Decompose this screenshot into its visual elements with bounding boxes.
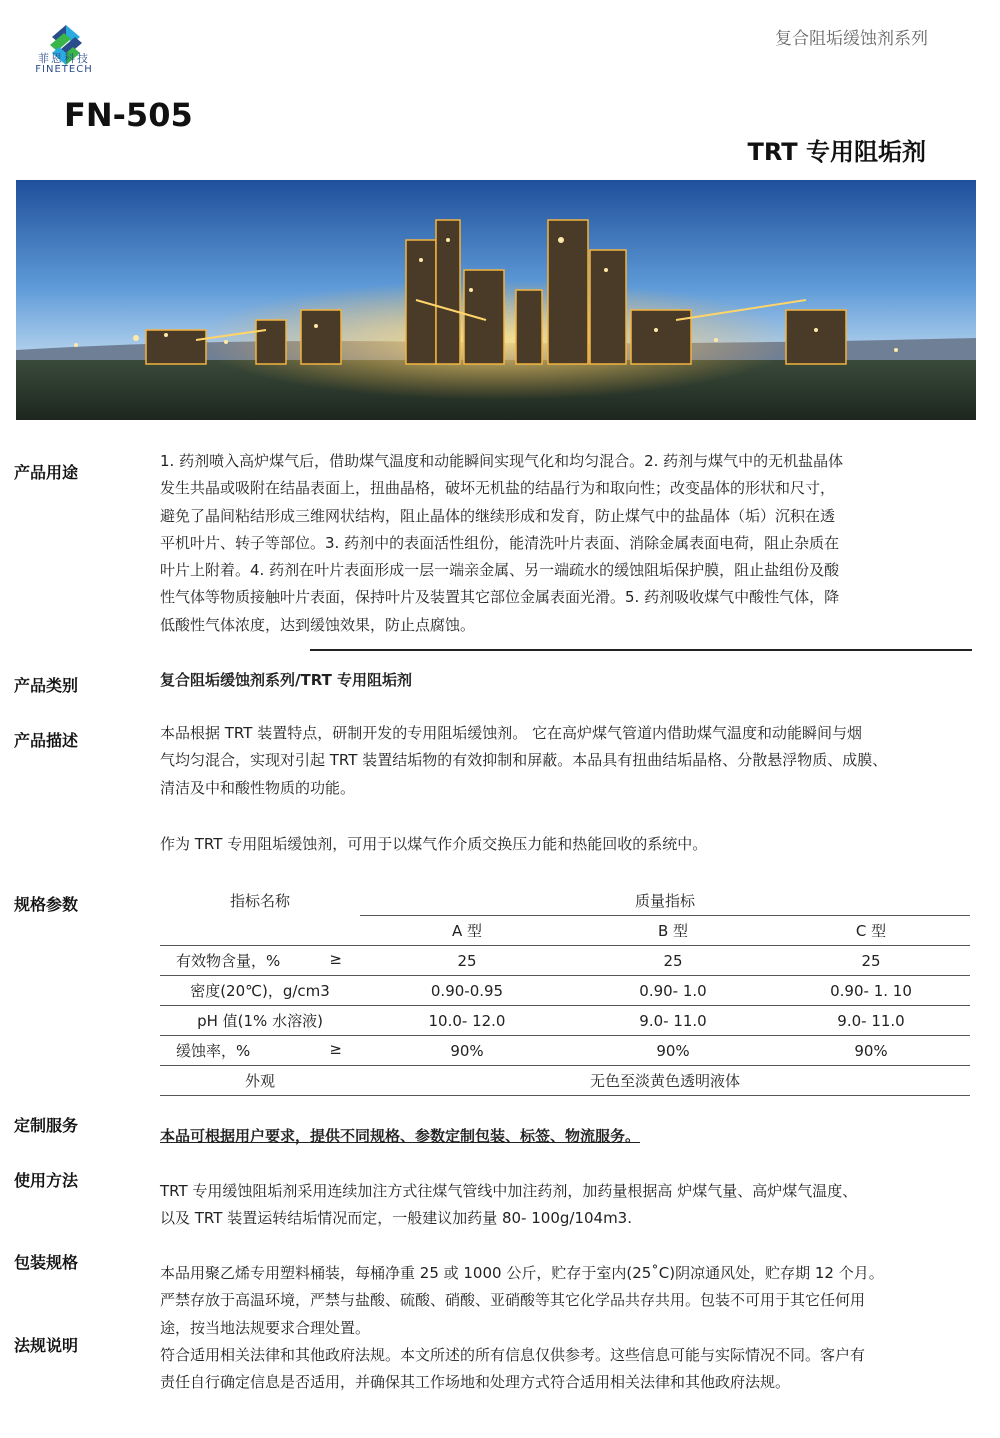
usage-line: 低酸性气体浓度，达到缓蚀效果，防止点腐蚀。 [160,615,476,634]
table-header-row [160,886,970,916]
usage-line: 1. 药剂喷入高炉煤气后，借助煤气温度和动能瞬间实现气化和均匀混合。2. 药剂与煤气中的无机盐晶体 [160,452,844,470]
comparison-symbol: ≥ [329,950,342,968]
section-label-packaging: 包装规格 [14,1253,79,1272]
usage-method-line: TRT 专用缓蚀阻垢剂采用连续加注方式往煤气管线中加注药剂，加药量根据高 炉煤气量、高炉煤气温度、 [160,1182,858,1200]
packaging-line: 途，按当地法规要求合理处置。 [160,1318,371,1337]
table-row [160,1036,970,1066]
divider [310,649,972,651]
packaging-line: 本品用聚乙烯专用塑料桶装，每桶净重 25 或 1000 公斤，贮存于室内(25˚C)阴凉通风处，贮存期 12 个月。 [160,1264,884,1282]
category-text: 复合阻垢缓蚀剂系列/TRT 专用阻垢剂 [160,671,413,689]
cell-b: 9.0- 11.0 [574,1006,772,1036]
comparison-symbol: ≥ [329,1040,342,1058]
cell-a: 0.90-0.95 [360,976,574,1006]
usage-line: 平机叶片、转子等部位。3. 药剂中的表面活性组份，能清洗叶片表面、消除金属表面电荷，阻止杂质在 [160,533,840,552]
cell-c: 25 [772,946,970,976]
col-header-name: 指标名称 [229,892,290,911]
usage-method-line: 以及 TRT 装置运转结垢情况而定，一般建议加药量 80- 100g/104m3. [160,1209,632,1228]
type-a-header: A 型 [360,916,574,946]
cell-a: 90% [360,1036,574,1066]
cell-b: 0.90- 1.0 [574,976,772,1006]
description-text [160,720,988,802]
usage-line: 叶片上附着。4. 药剂在叶片表面形成一层一端亲金属、另一端疏水的缓蚀阻垢保护膜，阻止盐组份及酸 [160,561,840,580]
table-row [160,1066,970,1096]
row-name: 外观 [160,1066,360,1096]
cell-c: 0.90- 1. 10 [772,976,970,1006]
section-label-usage: 产品用途 [14,463,79,482]
product-title: TRT 专用阻垢剂 [747,138,926,166]
usage-line: 避免了晶间粘结形成三维网状结构，阻止晶体的继续形成和发育，防止煤气中的盐晶体（垢）沉积在透 [160,506,836,525]
table-row [160,946,970,976]
col-header-quality: 质量指标 [360,886,970,916]
section-label-custom: 定制服务 [14,1116,79,1135]
usage-line: 发生共晶或吸附在结晶表面上，扭曲晶格，破坏无机盐的结晶行为和取向性；改变晶体的形状和尺寸， [160,479,836,498]
regulation-line: 符合适用相关法律和其他政府法规。本文所述的所有信息仅供参考。这些信息可能与实际情况不同。客户有 [160,1346,866,1364]
table-row [160,1006,970,1036]
table-type-row [160,916,970,946]
section-label-specs: 规格参数 [14,895,79,914]
logo-english-name: FINETECH [35,64,93,75]
table-row [160,976,970,1006]
section-label-regulation: 法规说明 [14,1336,79,1355]
section-label-description: 产品描述 [14,731,79,750]
description-line: 气均匀混合，实现对引起 TRT 装置结垢物的有效抑制和屏蔽。本品具有扭曲结垢晶格、分散悬浮物质、成膜、 [160,751,888,770]
packaging-line: 严禁存放于高温环境，严禁与盐酸、硫酸、硝酸、亚硝酸等其它化学品共存共用。包装不可用于其它任何用 [160,1291,866,1310]
spec-table [160,886,970,1096]
type-b-header: B 型 [574,916,772,946]
cell-b: 25 [574,946,772,976]
section-label-category: 产品类别 [14,676,79,695]
regulation-line: 责任自行确定信息是否适用，并确保其工作场地和处理方式符合适用相关法律和其他政府法规。 [160,1373,791,1392]
cell-a: 25 [360,946,574,976]
series-title: 复合阻垢缓蚀剂系列 [775,29,928,49]
cell-c: 9.0- 11.0 [772,1006,970,1036]
cell-b: 90% [574,1036,772,1066]
custom-text: 本品可根据用户要求，提供不同规格、参数定制包装、标签、物流服务。 [160,1127,641,1145]
usage-method-text [160,1178,972,1233]
type-c-header: C 型 [772,916,970,946]
product-code: FN-505 [64,96,193,134]
row-name: pH 值(1% 水溶液) [160,1006,360,1036]
description-extra: 作为 TRT 专用阻垢缓蚀剂，可用于以煤气作介质交换压力能和热能回收的系统中。 [160,835,708,853]
description-line: 清洁及中和酸性物质的功能。 [160,778,356,797]
row-name: 有效物含量，% [176,952,281,970]
row-name: 缓蚀率，% [176,1042,251,1060]
section-label-usage-method: 使用方法 [14,1171,79,1190]
usage-line: 性气体等物质接触叶片表面，保持叶片及装置其它部位金属表面光滑。5. 药剂吸收煤气中酸性气体，降 [160,588,840,607]
row-name: 密度(20℃)，g/cm3 [160,976,360,1006]
description-line: 本品根据 TRT 装置特点，研制开发的专用阻垢缓蚀剂。 它在高炉煤气管道内借助煤气温度和动能瞬间与烟 [160,724,862,742]
regulation-text [160,1342,988,1397]
usage-text [160,448,972,639]
factory-banner-image [16,180,976,420]
logo-chinese-name: 菲恩科技 [38,52,90,65]
cell-c: 90% [772,1036,970,1066]
appearance-value: 无色至淡黄色透明液体 [360,1066,970,1096]
packaging-text [160,1260,988,1342]
cell-a: 10.0- 12.0 [360,1006,574,1036]
